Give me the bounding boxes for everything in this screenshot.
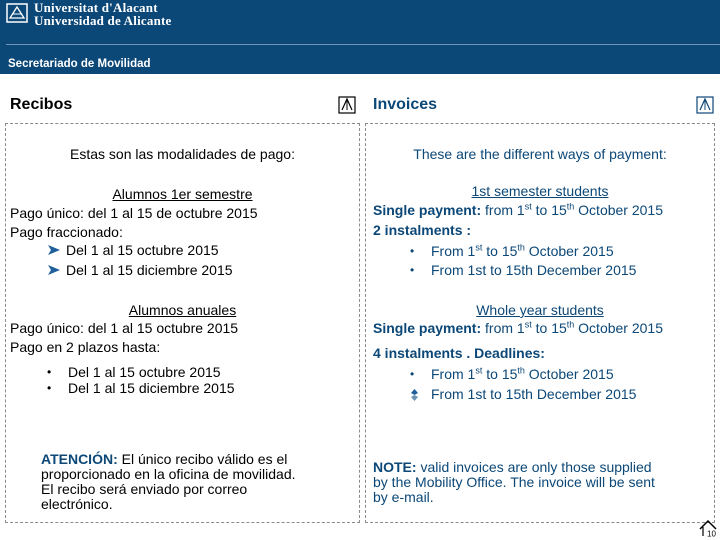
payment-text: October 2015 xyxy=(574,202,664,218)
single-payment-value: del 1 al 15 de octubre 2015 xyxy=(83,205,258,221)
ordinal-suffix: st xyxy=(475,365,483,376)
list-item: From 1st to 15th December 2015 xyxy=(431,262,637,278)
payment-text: from 1 xyxy=(481,202,525,218)
note-text: El recibo será enviado por correo xyxy=(41,481,248,497)
list-item: From 1st to 15th December 2015 xyxy=(431,386,637,402)
list-item: Del 1 al 15 octubre 2015 xyxy=(68,364,221,380)
single-payment-label: Single payment: xyxy=(373,320,482,336)
note-text: proporcionado en la oficina de movilidad. xyxy=(41,466,296,482)
ordinal-suffix: st xyxy=(524,201,532,212)
ordinal-suffix: th xyxy=(566,201,575,212)
spanish-first-semester-split-label: Pago fraccionado: xyxy=(10,224,123,240)
item-text: From 1 xyxy=(431,243,476,259)
bullet-icon: • xyxy=(410,263,415,277)
list-item xyxy=(431,243,614,260)
bullet-icon: • xyxy=(47,365,52,379)
payment-text: to 15 xyxy=(531,202,567,218)
ordinal-suffix: th xyxy=(517,242,525,253)
english-intro: These are the different ways of payment: xyxy=(413,146,667,162)
spanish-annual-heading: Alumnos anuales xyxy=(128,302,237,318)
spanish-intro: Estas son las modalidades de pago: xyxy=(70,146,295,162)
section-name: Secretariado de Movilidad xyxy=(8,58,151,70)
spanish-note xyxy=(41,452,353,512)
header-banner xyxy=(0,0,720,74)
note-text: electrónico. xyxy=(41,496,113,512)
arrow-bullet-icon xyxy=(47,244,61,256)
note-text: by e-mail. xyxy=(373,489,434,505)
spanish-annual-single xyxy=(10,320,238,337)
ordinal-suffix: st xyxy=(524,319,532,330)
note-text: El único recibo válido es el xyxy=(117,451,288,467)
list-item: Del 1 al 15 octubre 2015 xyxy=(66,242,219,258)
bullet-icon: • xyxy=(410,244,415,258)
english-first-semester-split-label: 2 instalments : xyxy=(373,222,472,238)
spanish-annual-split-label: Pago en 2 plazos hasta: xyxy=(10,339,161,355)
payment-text: to 15 xyxy=(531,320,567,336)
ordinal-suffix: th xyxy=(517,365,525,376)
english-logo-icon xyxy=(696,96,714,114)
spanish-first-semester-single xyxy=(10,205,258,222)
page-number: 10 xyxy=(707,529,716,538)
english-first-semester-single xyxy=(373,202,663,219)
payment-text: October 2015 xyxy=(574,320,664,336)
arrow-bullet-icon xyxy=(47,264,61,276)
note-label: NOTE: xyxy=(373,459,417,475)
single-payment-label: Pago único: xyxy=(10,205,84,221)
english-whole-year-single xyxy=(373,320,663,337)
payment-text: from 1 xyxy=(481,320,525,336)
bullet-icon: • xyxy=(47,381,52,395)
list-item: Del 1 al 15 diciembre 2015 xyxy=(68,380,235,396)
ordinal-suffix: st xyxy=(475,242,483,253)
university-logo-icon xyxy=(6,3,28,23)
single-payment-label: Pago único: xyxy=(10,320,84,336)
spanish-logo-icon xyxy=(338,96,356,114)
title-spanish: Recibos xyxy=(10,96,73,113)
list-item: Del 1 al 15 diciembre 2015 xyxy=(66,262,233,278)
list-item xyxy=(431,366,614,383)
item-text: From 1 xyxy=(431,366,476,382)
header-divider xyxy=(6,44,720,45)
english-whole-year-split-label: 4 instalments . Deadlines: xyxy=(373,345,545,361)
university-name-spanish: Universidad de Alicante xyxy=(34,13,172,28)
single-payment-value: del 1 al 15 octubre 2015 xyxy=(83,320,239,336)
item-text: to 15 xyxy=(482,366,518,382)
english-note xyxy=(373,460,709,505)
note-text: valid invoices are only those supplied xyxy=(416,459,652,475)
ordinal-suffix: th xyxy=(566,319,575,330)
item-text: to 15 xyxy=(482,243,518,259)
title-english: Invoices xyxy=(373,96,438,113)
item-text: October 2015 xyxy=(524,243,614,259)
single-payment-label: Single payment: xyxy=(373,202,482,218)
note-label: ATENCIÓN: xyxy=(41,451,118,467)
university-name-valencian: Universitat d'Alacant xyxy=(34,0,158,15)
spanish-first-semester-heading: Alumnos 1er semestre xyxy=(112,186,253,202)
note-text: by the Mobility Office. The invoice will be sent xyxy=(373,474,655,490)
item-text: October 2015 xyxy=(524,366,614,382)
english-whole-year-heading: Whole year students xyxy=(476,302,604,318)
diamond-bullet-icon xyxy=(410,389,419,401)
home-icon[interactable] xyxy=(698,518,718,538)
bullet-icon: • xyxy=(410,367,415,381)
english-first-semester-heading: 1st semester students xyxy=(471,183,609,199)
